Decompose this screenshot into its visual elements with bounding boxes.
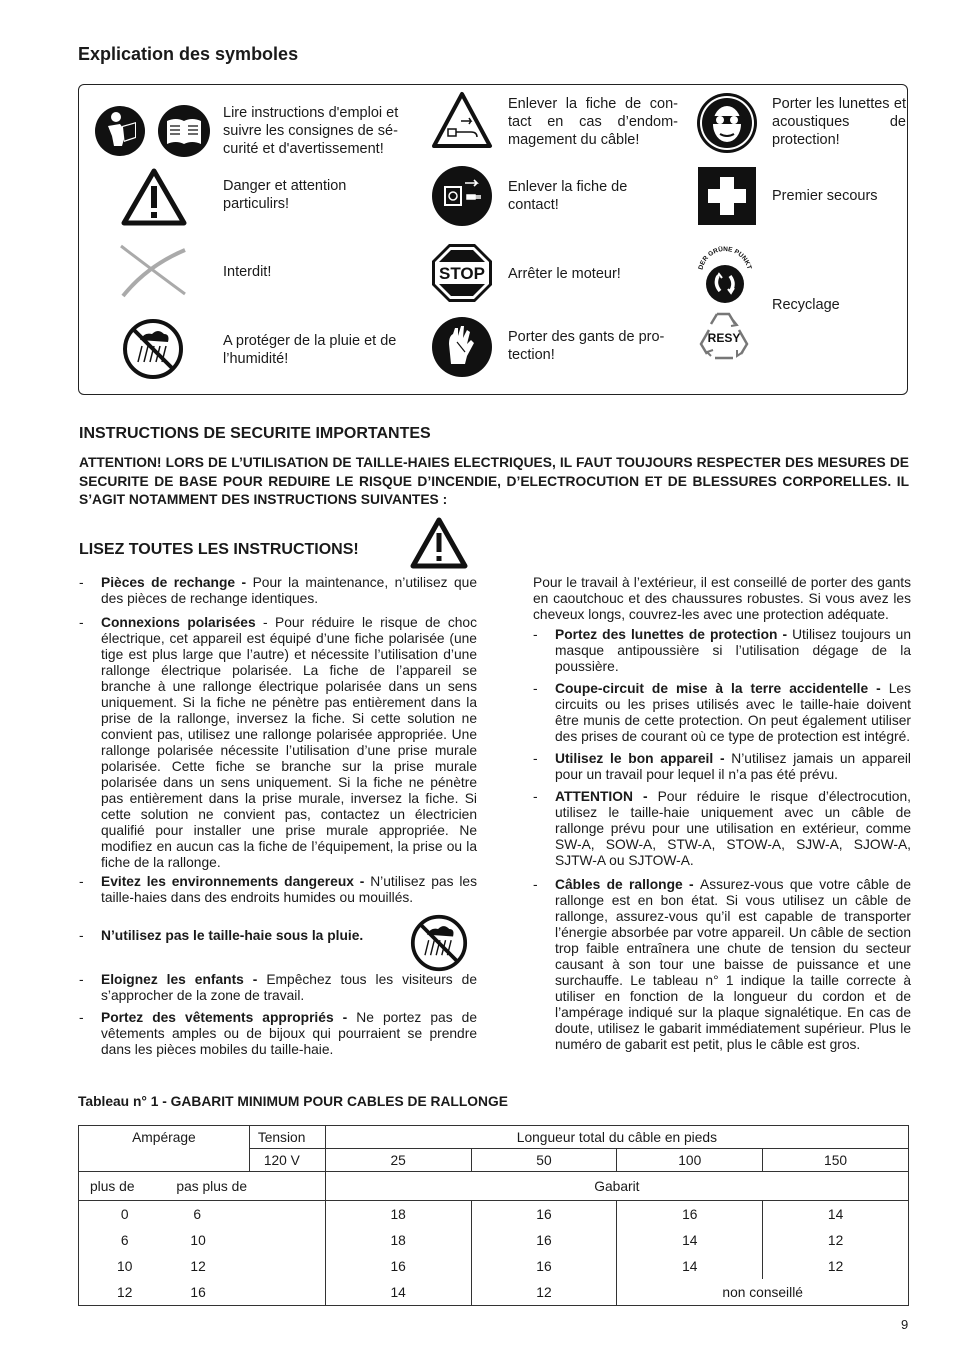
- length-header: Longueur total du câble en pieds: [325, 1126, 908, 1149]
- outdoor-work-paragraph: Pour le travail à l’extérieur, il est conseillé de porter des gants en caoutchouc et des chaussures robustes. Si vous avez les cheveux longs, couvrez-les avec une protection adéquate.: [533, 575, 911, 622]
- length-cell: 150: [763, 1149, 909, 1172]
- item-text: Utilisez toujours un masque antipoussière si l’utilisation dégage de la poussière.: [555, 627, 912, 674]
- gauge-cell: 14: [763, 1201, 909, 1228]
- gauge-cell: 12: [763, 1227, 909, 1253]
- recycling-text: Recyclage: [772, 297, 840, 313]
- item-title: Coupe-circuit de mise à la terre accidentelle -: [555, 681, 889, 696]
- green-dot-label: DER GRÜNE PUNKT: [697, 246, 753, 271]
- more-than-header: plus de: [79, 1172, 171, 1201]
- read-all-heading: LISEZ TOUTES LES INSTRUCTIONS!: [79, 541, 359, 558]
- to-cell: 16: [170, 1279, 325, 1306]
- list-dash: -: [533, 877, 538, 892]
- right-column: [533, 575, 911, 1059]
- voltage-cell: 120 V: [249, 1149, 325, 1172]
- list-item: [79, 575, 477, 607]
- stop-sign-label: STOP: [439, 264, 485, 283]
- read-manual-person-icon: [94, 104, 146, 158]
- green-dot-recycling-icon: [692, 246, 758, 306]
- list-dash: -: [79, 1010, 84, 1025]
- item-text: Assurez-vous que votre câble de rallonge est en bon état. Si vous utilisez un câble de rallonge, assurez-vous qu’il est capable de transporter l’énergie absorbée par votre appareil. Un câble de section trop faible entraînera une chute de tension du secteur causant à son tour une baisse de puissance et une surchauffe. Le tableau n° 1 indique la taille correcte à utiliser en fonction de la longueur du cordon et de l’ampérage indiqué sur la plaque signalétique. En cas de doute, utilisez le gabarit immédiatement supérieur. Plus le numéro de gabarit est petit, plus le câble est gros.: [555, 877, 911, 1052]
- length-cell: 25: [325, 1149, 471, 1172]
- list-item: [79, 874, 477, 906]
- gauge-cell: 14: [617, 1253, 763, 1279]
- symbols-box: [78, 84, 908, 395]
- safety-warning: ATTENTION! LORS DE L’UTILISATION DE TAILLE-HAIES ELECTRIQUES, IL FAUT TOUJOURS RESPECTER DES MESURES DE SECURITE DE BASE POUR REDUIRE LE RISQUE D’INCENDIE, D’ELECTROCUTION ET DE BLESSURES CORPORELLES. IL S’AGIT NOTAMMENT DES INSTRUCTIONS SUIVANTES :: [79, 455, 909, 507]
- table-row: [79, 1201, 909, 1228]
- list-dash: -: [533, 681, 538, 696]
- item-title: Portez des vêtements appropriés -: [101, 1010, 357, 1025]
- table-row: [79, 1227, 909, 1253]
- list-dash: -: [79, 928, 84, 943]
- first-aid-text: Premier secours: [772, 188, 878, 204]
- gauge-cell: 18: [325, 1201, 471, 1228]
- item-text: N’utilisez pas les taille-haies dans des endroits humides ou mouillés.: [101, 874, 477, 905]
- list-item: [533, 627, 911, 675]
- unplug-damaged-text: Enlever la fiche de con-tact en cas d’endom-magement du câble!: [508, 96, 678, 148]
- item-text: - Pour réduire le risque de choc électrique, cet appareil est équipé d’une fiche polarisée (une tige est plus large que l’autre) et nécessite l’utilisation d’une rallonge électrique polarisée. La fiche de l’appareil se branche à une rallonge électrique polarisée dans un sens uniquement. Si la fiche ne pénètre pas entièrement dans la prise de la rallonge, inversez la fiche. Si cette solution ne convient pas, utilisez une rallonge polarisée appropriée. Une rallonge polarisée nécessite l’utilisation d’une prise murale polarisée. Cette fiche se branche sur la prise murale polarisée dans un sens uniquement. Si la fiche ne pénètre pas entièrement dans la prise murale, inversez la fiche. Si cette solution ne convient pas, contactez un électricien qualifié pour installer une prise murale appropriée. Ne modifiez en aucun cas la fiche de l’équipement, la prise ou la fiche de la rallonge.: [101, 615, 477, 870]
- danger-triangle-icon: [121, 168, 187, 226]
- from-cell: 10: [79, 1253, 171, 1279]
- forbidden-text: Interdit!: [223, 264, 272, 280]
- list-dash: -: [533, 789, 538, 804]
- forbidden-cross-icon: [117, 242, 189, 298]
- goggles-ear-protection-icon: [696, 92, 758, 154]
- item-title: Portez des lunettes de protection -: [555, 627, 793, 642]
- rain-protection-text: A protéger de la pluie et de l’humidité!: [223, 333, 397, 367]
- list-item: [533, 681, 911, 745]
- list-item: [533, 751, 911, 783]
- extension-cable-gauge-table: [78, 1125, 909, 1306]
- gloves-icon: [431, 316, 493, 378]
- item-text: Ne portez pas de vêtements amples ou de bijoux qui pourraient se prendre dans les pièces mobiles du taille-haie.: [101, 1010, 477, 1057]
- unplug-text: Enlever la fiche de contact!: [508, 179, 628, 213]
- first-aid-icon: [698, 167, 756, 225]
- item-text: Empêchez tous les visiteurs de s’approcher de la zone de travail.: [101, 972, 477, 1003]
- item-title: Eloignez les enfants -: [101, 972, 267, 987]
- gauge-cell: 16: [617, 1201, 763, 1228]
- damaged-cable-warning-icon: [431, 91, 493, 149]
- item-title: Câbles de rallonge -: [555, 877, 700, 892]
- item-text: Pour réduire le risque d’électrocution, utilisez le taille-haie uniquement avec un câble de rallonge prévu pour une utilisation en extérieur, comme SW-A, SOW-A, STW-A, STOW-A, SJW-A, SJOW-A, SJTW-A ou SJTOW-A.: [555, 789, 911, 868]
- danger-text: Danger et attention particulirs!: [223, 178, 347, 212]
- no-rain-icon: [410, 914, 468, 972]
- length-cell: 50: [471, 1149, 617, 1172]
- gloves-text: Porter des gants de pro-tection!: [508, 329, 665, 363]
- item-title: Connexions polarisées: [101, 615, 256, 630]
- list-item: [79, 972, 477, 1004]
- item-text: Les circuits ou les prises utilisés avec le taille-haie doivent être munis de cette protection. On peut également utiliser des prises de courant où ce type de protection est intégré.: [555, 681, 911, 744]
- to-cell: 12: [170, 1253, 325, 1279]
- gauge-cell: 14: [325, 1279, 471, 1306]
- table-title: Tableau n° 1 - GABARIT MINIMUM POUR CABLES DE RALLONGE: [78, 1094, 508, 1109]
- resy-recycling-icon: [693, 308, 755, 366]
- not-recommended-cell: non conseillé: [617, 1279, 909, 1306]
- table-row: [79, 1279, 909, 1306]
- read-instructions-text: Lire instructions d'emploi et suivre les consignes de sé-curité et d'avertissement!: [223, 105, 399, 157]
- list-item: [79, 615, 477, 871]
- goggles-text: Porter les lunettes et acoustiques de protection!: [772, 96, 906, 148]
- left-column: [79, 575, 477, 1064]
- item-title: N’utilisez pas le taille-haie sous la pluie.: [101, 928, 364, 943]
- gauge-cell: 16: [471, 1227, 617, 1253]
- item-text: N’utilisez jamais un appareil pour un travail pour lequel il n’a pas été prévu.: [555, 751, 911, 782]
- gauge-cell: 12: [471, 1279, 617, 1306]
- list-dash: -: [533, 627, 538, 642]
- warning-triangle-icon: [410, 517, 468, 569]
- tension-header: Tension: [249, 1126, 325, 1149]
- item-title: Utilisez le bon appareil -: [555, 751, 732, 766]
- list-item: [533, 789, 911, 869]
- from-cell: 12: [79, 1279, 171, 1306]
- gauge-header: Gabarit: [325, 1172, 908, 1201]
- safety-heading: INSTRUCTIONS DE SECURITE IMPORTANTES: [79, 425, 431, 442]
- stop-motor-text: Arrêter le moteur!: [508, 266, 621, 282]
- from-cell: 0: [79, 1201, 171, 1228]
- gauge-cell: 18: [325, 1227, 471, 1253]
- to-cell: 6: [170, 1201, 325, 1228]
- length-cell: 100: [617, 1149, 763, 1172]
- item-title: ATTENTION -: [555, 789, 658, 804]
- page-number: 9: [901, 1317, 909, 1332]
- stop-sign-icon: [430, 242, 494, 304]
- section-title: Explication des symboles: [78, 44, 299, 64]
- resy-label: RESY: [707, 331, 741, 345]
- unplug-icon: [431, 165, 493, 227]
- gauge-cell: 16: [471, 1201, 617, 1228]
- item-title: Pièces de rechange -: [101, 575, 253, 590]
- list-dash: -: [79, 575, 84, 590]
- list-dash: -: [79, 972, 84, 987]
- no-rain-icon: [122, 318, 184, 380]
- table-row: [79, 1253, 909, 1279]
- list-dash: -: [79, 874, 84, 889]
- to-cell: 10: [170, 1227, 325, 1253]
- table-header-row: [79, 1172, 909, 1201]
- gauge-cell: 12: [763, 1253, 909, 1279]
- item-title: Evitez les environnements dangereux -: [101, 874, 371, 889]
- item-text: Pour la maintenance, n’utilisez que des pièces de rechange identiques.: [101, 575, 477, 606]
- list-dash: -: [79, 615, 84, 630]
- gauge-cell: 14: [617, 1227, 763, 1253]
- amperage-header: Ampérage: [79, 1126, 250, 1172]
- list-dash: -: [533, 751, 538, 766]
- list-item: [533, 877, 911, 1053]
- table-header-row: [79, 1126, 909, 1149]
- not-more-than-header: pas plus de: [170, 1172, 325, 1201]
- gauge-cell: 16: [471, 1253, 617, 1279]
- manual-book-icon: [157, 104, 211, 158]
- from-cell: 6: [79, 1227, 171, 1253]
- gauge-cell: 16: [325, 1253, 471, 1279]
- list-item: [79, 1010, 477, 1058]
